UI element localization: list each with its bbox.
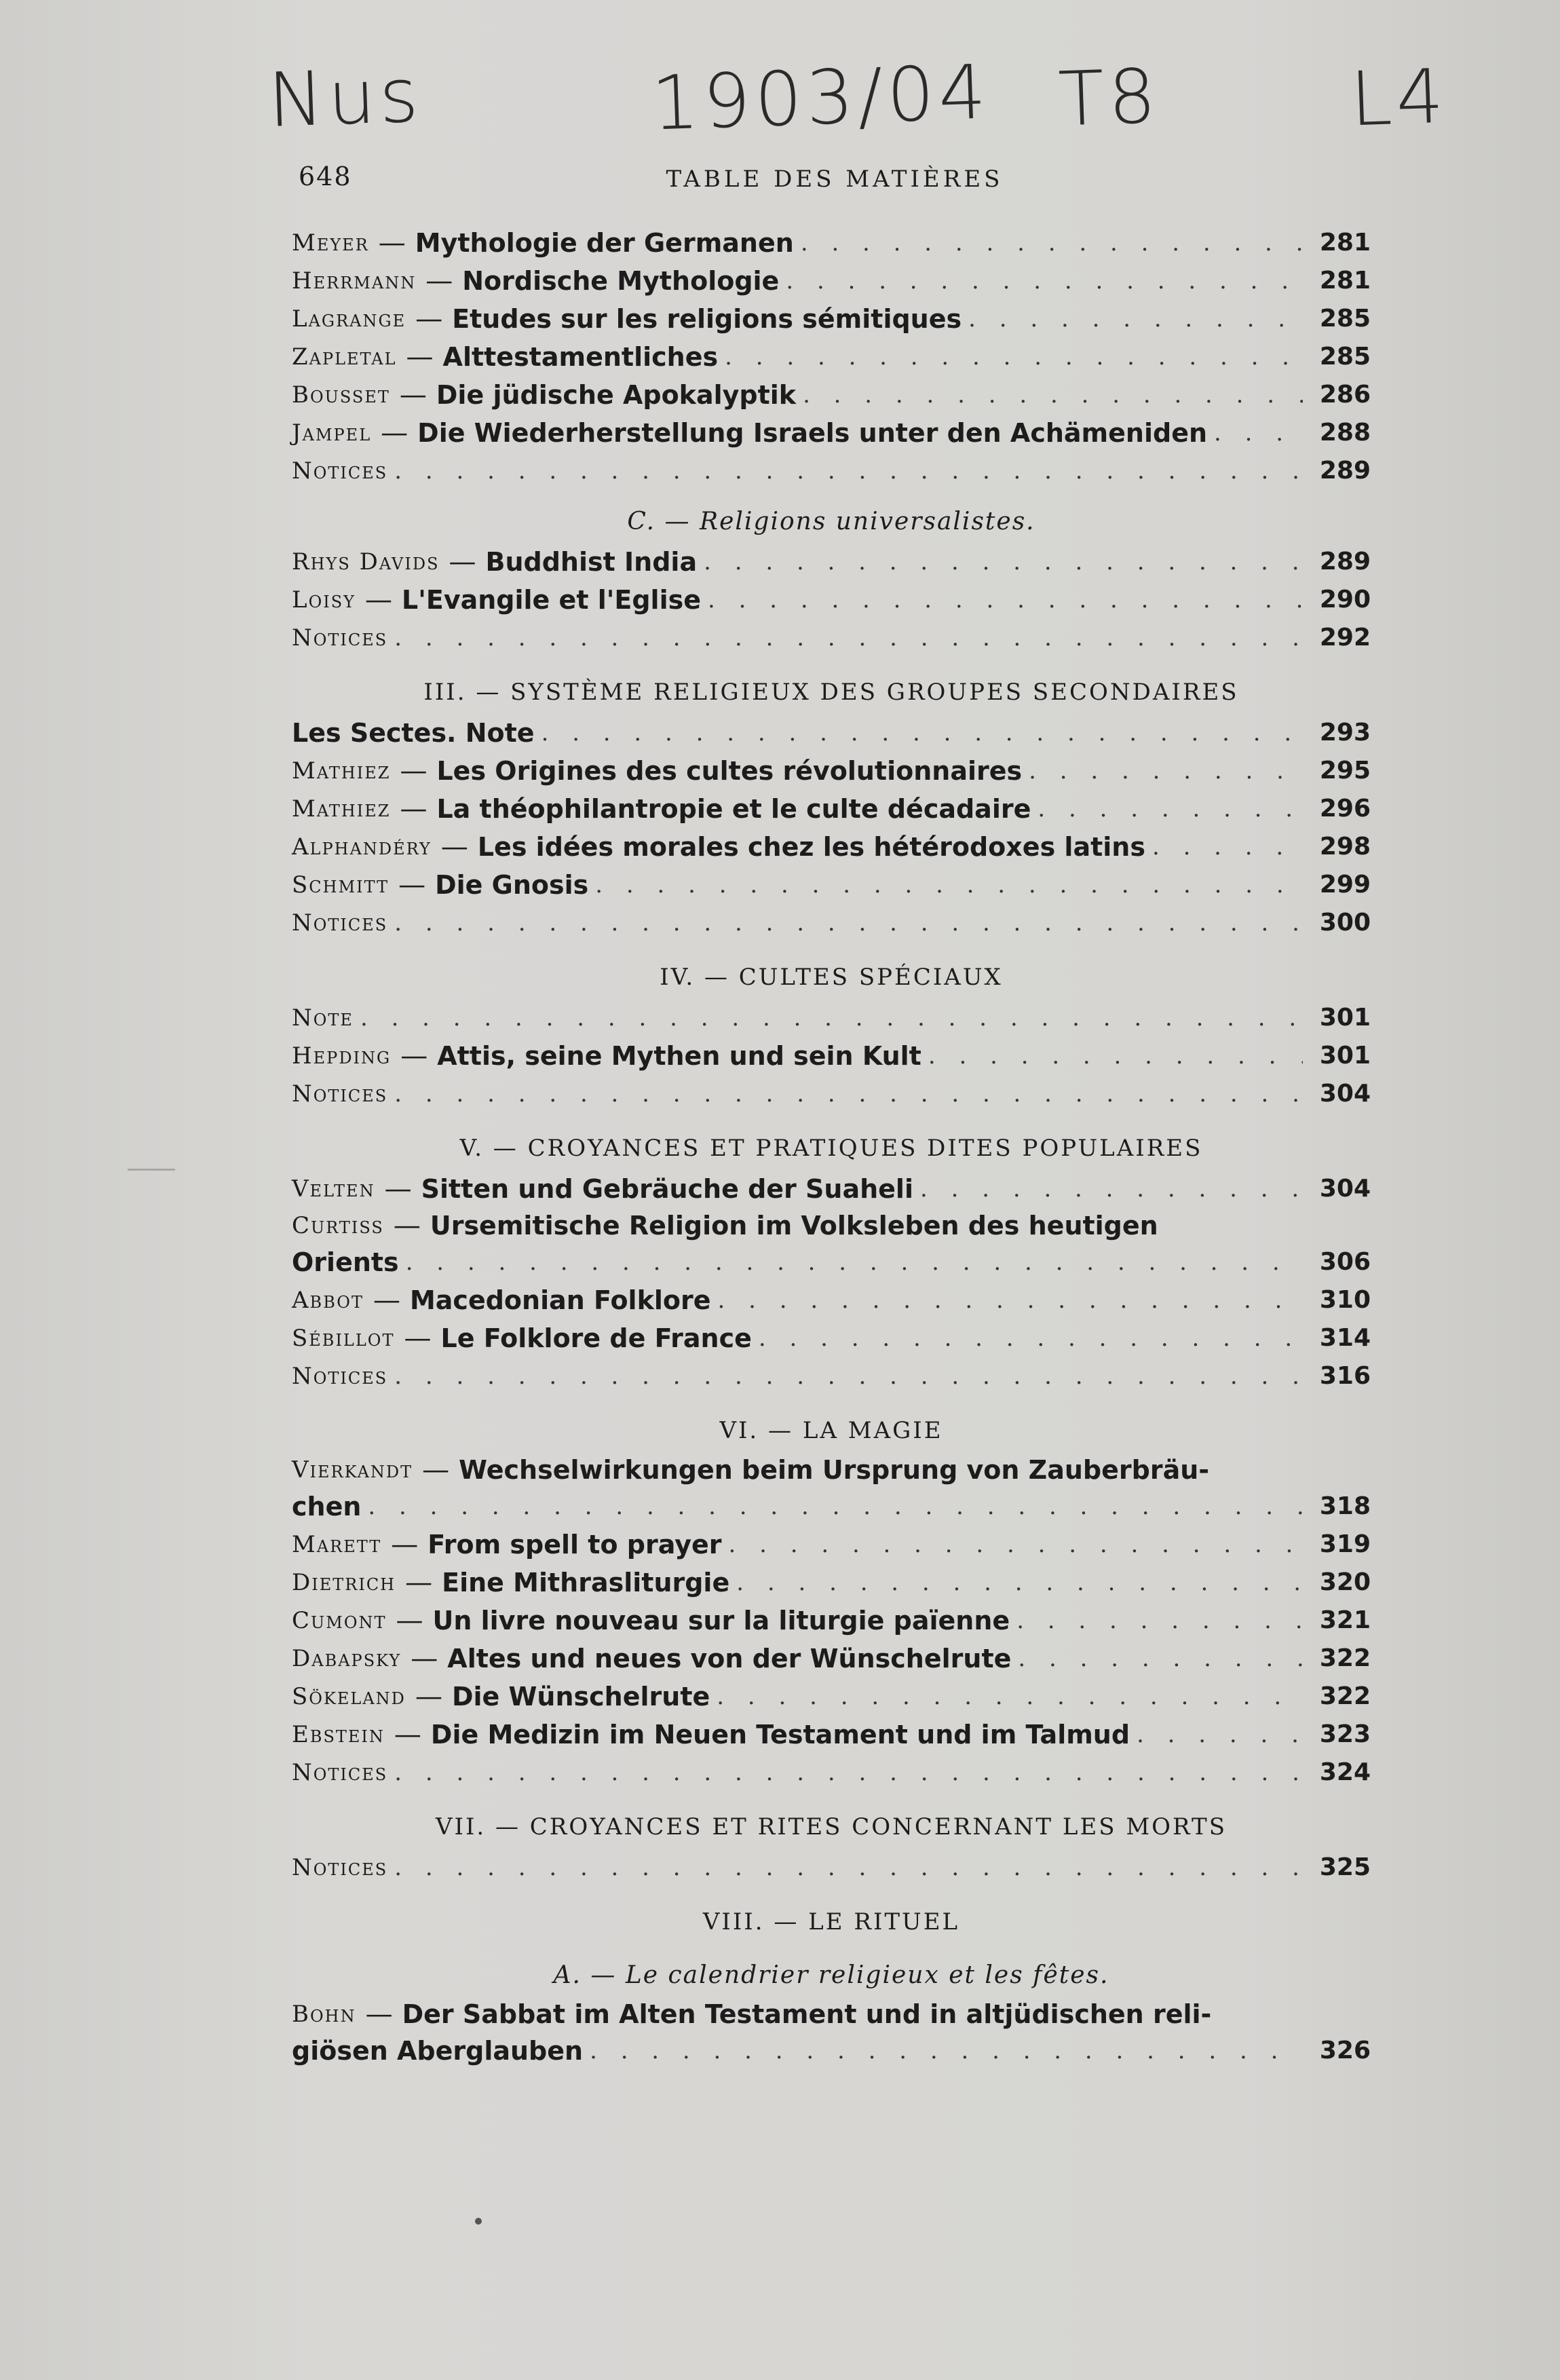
- toc-entry: [292, 338, 1371, 376]
- entry-page: 295: [1319, 757, 1371, 785]
- entry-page: 301: [1319, 1004, 1371, 1032]
- entry-page: 301: [1319, 1042, 1371, 1070]
- entry-title: Macedonian Folklore: [409, 1285, 711, 1315]
- entry-dash: —: [378, 227, 406, 259]
- entry-author: Curtiss: [292, 1212, 384, 1239]
- entry-dash: —: [398, 869, 426, 901]
- entry-page: 290: [1319, 586, 1371, 613]
- entry-page: 292: [1319, 624, 1371, 651]
- entry-dash: —: [393, 1210, 421, 1241]
- entry-dash: —: [406, 341, 434, 373]
- entry-author: Marett: [292, 1531, 382, 1558]
- entry-author: Note: [292, 1004, 354, 1032]
- entry-page: 293: [1319, 719, 1371, 747]
- entry-page: 306: [1319, 1248, 1371, 1276]
- leader-dots: [1214, 414, 1303, 452]
- entry-page: 320: [1319, 1568, 1371, 1596]
- entry-author: Rhys Davids: [292, 548, 440, 575]
- entry-title: Les idées morales chez les hétérodoxes latins: [477, 832, 1145, 862]
- entry-page: 322: [1319, 1644, 1371, 1672]
- entry-page: 321: [1319, 1606, 1371, 1634]
- toc-entry: [292, 904, 1371, 942]
- leader-dots: [1137, 1716, 1303, 1754]
- leader-dots: [968, 300, 1303, 338]
- toc-entry: [292, 414, 1371, 452]
- entry-title: From spell to prayer: [427, 1530, 722, 1560]
- entry-dash: —: [440, 831, 468, 863]
- entry-page: 281: [1319, 229, 1371, 257]
- toc-entry-line: [292, 1452, 1371, 1488]
- entry-title: La théophilantropie et le culte décadaire: [436, 794, 1031, 824]
- entry-author: Mathiez: [292, 795, 391, 823]
- handwritten-mark: T8: [1057, 52, 1162, 143]
- entry-page: 289: [1319, 457, 1371, 485]
- entry-title: Die jüdische Apokalyptik: [436, 380, 797, 410]
- toc-entry: [292, 790, 1371, 828]
- margin-mark: [128, 1169, 175, 1171]
- entry-author: Notices: [292, 457, 388, 485]
- toc-entry: [292, 1488, 1371, 1526]
- entry-title: Eine Mithrasliturgie: [442, 1568, 730, 1598]
- leader-dots: [803, 376, 1303, 414]
- entry-title: Attis, seine Mythen und sein Kult: [437, 1041, 921, 1071]
- entry-title: Le Folklore de France: [440, 1323, 752, 1353]
- entry-dash: —: [404, 1323, 432, 1354]
- toc-entry: [292, 1281, 1371, 1319]
- section-heading: III. — SYSTÈME RELIGIEUX DES GROUPES SECONDAIRES: [423, 679, 1239, 706]
- entry-title: Alttestamentliches: [442, 342, 719, 372]
- toc-entry: [292, 262, 1371, 300]
- entry-dash: —: [415, 303, 443, 335]
- toc-entry: [292, 1849, 1371, 1887]
- toc-entry: [292, 1037, 1371, 1075]
- entry-title: Les Origines des cultes révolutionnaires: [436, 756, 1023, 786]
- entry-title: Altes und neues von der Wünschelrute: [447, 1644, 1012, 1674]
- entry-author: Meyer: [292, 229, 369, 257]
- toc-entry: [292, 828, 1371, 866]
- toc-entry: [292, 1075, 1371, 1113]
- toc-entry: [292, 1564, 1371, 1602]
- entry-page: 300: [1319, 909, 1371, 937]
- entry-page: 324: [1319, 1758, 1371, 1786]
- leader-dots: [595, 866, 1303, 904]
- handwritten-mark: L4: [1348, 52, 1449, 143]
- leader-dots: [708, 581, 1303, 619]
- entry-page: 304: [1319, 1175, 1371, 1203]
- entry-title: Mythologie der Germanen: [415, 228, 794, 258]
- entry-title: Buddhist India: [485, 547, 698, 577]
- entry-dash: —: [365, 1999, 393, 2030]
- entry-author: Abbot: [292, 1287, 364, 1314]
- entry-page: 299: [1319, 871, 1371, 899]
- entry-dash: —: [396, 1605, 423, 1636]
- toc-entry: [292, 1357, 1371, 1395]
- section-heading: VI. — LA MAGIE: [719, 1417, 943, 1444]
- entry-title: Die Gnosis: [435, 870, 589, 900]
- leader-dots: [360, 999, 1303, 1037]
- entry-author: Vierkandt: [292, 1456, 413, 1484]
- toc-entry: [292, 714, 1371, 752]
- toc-entry: [292, 1640, 1371, 1678]
- entry-dash: —: [373, 1285, 400, 1316]
- leader-dots: [1152, 828, 1303, 866]
- entry-page: 289: [1319, 548, 1371, 575]
- toc-entry-line: [292, 1208, 1371, 1243]
- leader-dots: [394, 904, 1303, 942]
- entry-page: 325: [1319, 1853, 1371, 1881]
- entry-page: 319: [1319, 1530, 1371, 1558]
- leader-dots: [394, 619, 1303, 657]
- section-subheading: C. — Religions universalistes.: [627, 508, 1035, 535]
- leader-dots: [786, 262, 1303, 300]
- toc-entry: [292, 999, 1371, 1037]
- paper-speck: [475, 2218, 482, 2225]
- leader-dots: [704, 543, 1303, 581]
- page-number: 648: [299, 162, 352, 191]
- entry-dash: —: [399, 379, 427, 411]
- entry-dash: —: [449, 546, 476, 578]
- entry-author: Herrmann: [292, 267, 417, 295]
- entry-author: Bohn: [292, 2001, 356, 2028]
- entry-title: Der Sabbat im Alten Testament und in altjüdischen reli-: [402, 1999, 1212, 2029]
- leader-dots: [759, 1319, 1303, 1357]
- leader-dots: [1038, 790, 1303, 828]
- leader-dots: [394, 1849, 1303, 1887]
- toc-entry: [292, 2032, 1371, 2070]
- toc-entry-line: [292, 1997, 1371, 2032]
- toc-entry: [292, 1716, 1371, 1754]
- entry-page: 310: [1319, 1286, 1371, 1314]
- leader-dots: [718, 1281, 1304, 1319]
- leader-dots: [541, 714, 1303, 752]
- entry-title: Un livre nouveau sur la liturgie païenne: [432, 1606, 1010, 1636]
- running-head: [299, 162, 1371, 202]
- leader-dots: [920, 1170, 1303, 1208]
- entry-title: Sitten und Gebräuche der Suaheli: [421, 1174, 913, 1204]
- entry-title-continued: Orients: [292, 1247, 399, 1277]
- toc-entry: [292, 376, 1371, 414]
- entry-dash: —: [411, 1643, 438, 1674]
- leader-dots: [590, 2032, 1303, 2070]
- section-subheading: A. — Le calendrier religieux et les fêtes.: [553, 1961, 1109, 1989]
- entry-dash: —: [394, 1719, 421, 1750]
- leader-dots: [1029, 752, 1303, 790]
- entry-author: Dabapsky: [292, 1645, 402, 1672]
- entry-title: Die Wünschelrute: [451, 1682, 710, 1712]
- toc-entry: [292, 543, 1371, 581]
- entry-dash: —: [400, 793, 427, 825]
- entry-title-continued: chen: [292, 1492, 362, 1522]
- entry-author: Notices: [292, 1363, 388, 1390]
- entry-author: Loisy: [292, 586, 356, 613]
- entry-author: Alphandéry: [292, 833, 432, 861]
- entry-author: Cumont: [292, 1607, 387, 1634]
- entry-author: Jampel: [292, 419, 372, 447]
- leader-dots: [725, 338, 1303, 376]
- entry-page: 288: [1319, 419, 1371, 447]
- toc-entry: [292, 1678, 1371, 1716]
- leader-dots: [394, 1075, 1303, 1113]
- toc-entry: [292, 1319, 1371, 1357]
- handwritten-mark: Nus: [266, 52, 424, 144]
- toc-entry: [292, 752, 1371, 790]
- leader-dots: [736, 1564, 1303, 1602]
- leader-dots: [394, 1357, 1303, 1395]
- entry-title: Nordische Mythologie: [462, 266, 780, 296]
- toc-entry: [292, 224, 1371, 262]
- entry-page: 322: [1319, 1682, 1371, 1710]
- leader-dots: [394, 452, 1303, 490]
- entry-title: L'Evangile et l'Eglise: [402, 585, 701, 615]
- entry-dash: —: [422, 1454, 450, 1486]
- entry-dash: —: [400, 1040, 428, 1072]
- entry-author: Hepding: [292, 1042, 392, 1070]
- entry-title: Etudes sur les religions sémitiques: [452, 304, 962, 334]
- handwritten-mark: 1903/04: [649, 48, 992, 147]
- entry-author: Notices: [292, 1759, 388, 1786]
- entry-author: Mathiez: [292, 757, 391, 785]
- table-of-contents: [292, 224, 1371, 2070]
- toc-entry: [292, 1754, 1371, 1792]
- entry-dash: —: [415, 1681, 442, 1712]
- entry-dash: —: [425, 265, 453, 297]
- entry-dash: —: [391, 1529, 419, 1560]
- entry-title: Les Sectes. Note: [292, 718, 535, 748]
- entry-page: 281: [1319, 267, 1371, 295]
- entry-page: 326: [1319, 2037, 1371, 2064]
- entry-page: 316: [1319, 1362, 1371, 1390]
- leader-dots: [1018, 1640, 1303, 1678]
- leader-dots: [801, 224, 1303, 262]
- entry-dash: —: [365, 584, 393, 616]
- entry-page: 314: [1319, 1324, 1371, 1352]
- entry-page: 286: [1319, 381, 1371, 409]
- entry-page: 304: [1319, 1080, 1371, 1108]
- leader-dots: [928, 1037, 1303, 1075]
- entry-author: Zapletal: [292, 343, 397, 371]
- toc-entry: [292, 619, 1371, 657]
- entry-title-continued: giösen Aberglauben: [292, 2036, 584, 2066]
- leader-dots: [1016, 1602, 1303, 1640]
- entry-author: Notices: [292, 1854, 388, 1881]
- section-heading: VII. — CROYANCES ET RITES CONCERNANT LES MORTS: [435, 1813, 1228, 1840]
- entry-page: 298: [1319, 833, 1371, 861]
- entry-page: 285: [1319, 305, 1371, 333]
- entry-author: Sébillot: [292, 1325, 395, 1352]
- toc-entry: [292, 866, 1371, 904]
- leader-dots: [717, 1678, 1303, 1716]
- section-heading: V. — CROYANCES ET PRATIQUES DITES POPULAIRES: [459, 1135, 1203, 1162]
- entry-author: Schmitt: [292, 871, 389, 899]
- entry-page: 323: [1319, 1720, 1371, 1748]
- entry-author: Lagrange: [292, 305, 406, 333]
- entry-dash: —: [400, 755, 427, 787]
- entry-title: Die Wiederherstellung Israels unter den Achämeniden: [417, 418, 1208, 448]
- entry-author: Ebstein: [292, 1721, 385, 1748]
- entry-page: 285: [1319, 343, 1371, 371]
- toc-entry: [292, 1243, 1371, 1281]
- section-heading: IV. — CULTES SPÉCIAUX: [660, 964, 1003, 991]
- entry-author: Sökeland: [292, 1683, 406, 1710]
- entry-author: Notices: [292, 1080, 388, 1108]
- leader-dots: [728, 1526, 1303, 1564]
- entry-title: Die Medizin im Neuen Testament und im Talmud: [430, 1720, 1130, 1750]
- section-heading: VIII. — LE RITUEL: [702, 1908, 960, 1935]
- entry-author: Notices: [292, 624, 388, 651]
- toc-entry: [292, 1170, 1371, 1208]
- leader-dots: [406, 1243, 1303, 1281]
- entry-title: Ursemitische Religion im Volksleben des heutigen: [430, 1211, 1158, 1241]
- toc-entry: [292, 300, 1371, 338]
- entry-author: Notices: [292, 909, 388, 937]
- entry-dash: —: [405, 1567, 433, 1598]
- leader-dots: [394, 1754, 1303, 1792]
- entry-author: Velten: [292, 1175, 375, 1203]
- entry-author: Dietrich: [292, 1569, 396, 1596]
- entry-title: Wechselwirkungen beim Ursprung von Zauberbräu-: [459, 1455, 1210, 1485]
- entry-page: 318: [1319, 1492, 1371, 1520]
- entry-page: 296: [1319, 795, 1371, 823]
- toc-entry: [292, 452, 1371, 490]
- leader-dots: [368, 1488, 1303, 1526]
- entry-dash: —: [381, 417, 408, 449]
- toc-entry: [292, 1602, 1371, 1640]
- entry-dash: —: [384, 1173, 412, 1205]
- toc-entry: [292, 581, 1371, 619]
- entry-author: Bousset: [292, 381, 390, 409]
- page-header-title: TABLE DES MATIÈRES: [666, 166, 1004, 193]
- toc-entry: [292, 1526, 1371, 1564]
